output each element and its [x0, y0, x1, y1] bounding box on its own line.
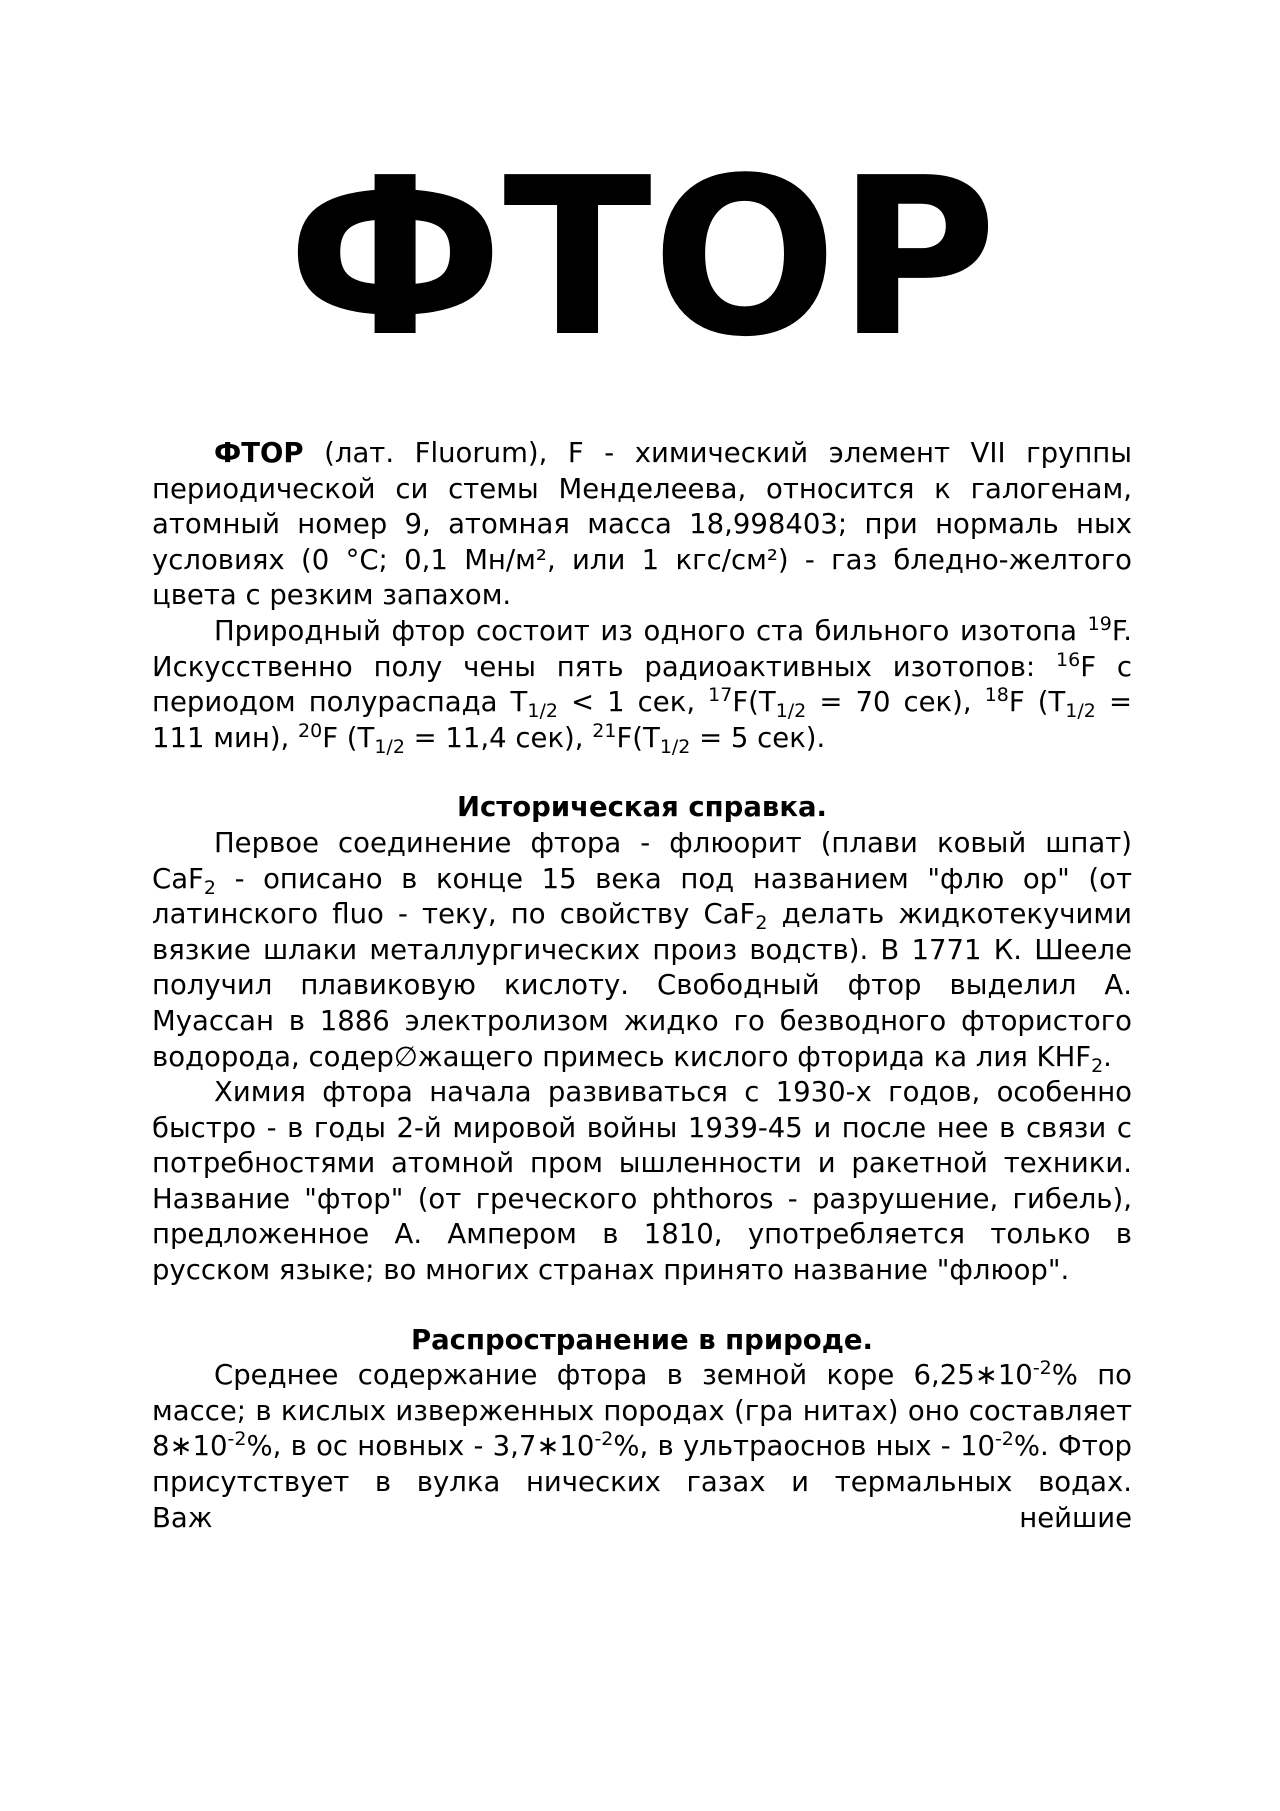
isotope-mass-number: 17 — [708, 684, 733, 707]
isotope-mass-number: 16 — [1056, 648, 1081, 671]
exponent: -2 — [227, 1428, 247, 1451]
text-run: %, в ультраоснов ных - 10 — [613, 1430, 995, 1463]
section-spacer — [152, 1289, 1132, 1323]
history-heading: Историческая справка. — [456, 791, 827, 824]
isotope-mass-number: 19 — [1087, 612, 1112, 635]
text-run: F (T — [1008, 686, 1066, 719]
intro-paragraph-1-text: (лат. Fluorum), F - химический элемент VII группы периодической си стемы Менделеева, относится к галогенам, атомный номер 9, атомная масса 18,998403; при нормаль ных условиях (0 °С; 0,1 Мн/м², или 1 кгс/см²) - газ бледно-желтого цвета с резким запахом. — [152, 437, 1132, 612]
text-run: - описано в конце 15 века под названием "флю ор" (от латинского fluo - теку, по свойству CaF — [152, 862, 1132, 931]
document-page — [152, 132, 1133, 1536]
formula-subscript: 2 — [1091, 1054, 1104, 1077]
text-run: = 111 мин), — [152, 686, 1132, 754]
intro-paragraph-1 — [152, 436, 1132, 614]
text-run: делать жидкотекучими вязкие шлаки металлургических произ водств). В 1771 К. Шееле получил плавиковую кислоту. Свободный фтор выделил А. Муассан в 1886 электролизом жидко го безводного фтористого водорода, содер∅жащего примесь кислого фторида ка лия KHF — [152, 898, 1132, 1073]
text-run: F (T — [322, 721, 375, 754]
intro-paragraph-2 — [152, 614, 1132, 756]
text-run: F с периодом полураспада T — [152, 650, 1132, 719]
formula-subscript: 2 — [755, 912, 768, 935]
nature-heading: Распространение в природе. — [410, 1323, 874, 1356]
text-run: Среднее содержание фтора в земной коре 6,25∗10 — [214, 1359, 1033, 1392]
text-run: = 70 сек), — [806, 686, 985, 719]
section-spacer — [152, 756, 1132, 790]
exponent: -2 — [1032, 1357, 1052, 1380]
history-paragraph-2: Химия фтора начала развиваться с 1930-х годов, особенно быстро - в годы 2-й мировой войны 1939-45 и после нее в связи с потребностями атомной пром ышленности и ракетной техники. Название "фтор" (от греческого phthoros - разрушение, гибель), предложенное А. Ампером в 1810, употребляется только в русском языке; во многих странах принято название "флюор". — [152, 1076, 1132, 1287]
isotope-mass-number: 21 — [592, 719, 617, 742]
exponent: -2 — [994, 1428, 1014, 1451]
text-run: F(T — [616, 721, 660, 754]
text-run: < 1 сек, — [557, 686, 709, 719]
isotope-mass-number: 18 — [984, 684, 1009, 707]
text-run: = 11,4 сек), — [404, 721, 593, 754]
text-run: % по массе; в кислых изверженных породах (гра нитах) оно составляет 8∗10 — [152, 1359, 1132, 1463]
text-run: . — [1103, 1040, 1112, 1073]
text-run: Природный фтор состоит из одного ста бильного изотопа — [214, 614, 1088, 647]
half-life-subscript: 1/2 — [775, 700, 807, 723]
text-run: = 5 сек). — [690, 721, 826, 754]
half-life-subscript: 1/2 — [527, 700, 558, 723]
half-life-subscript: 1/2 — [1065, 700, 1096, 723]
element-name: ФТОР — [214, 437, 304, 469]
exponent: -2 — [594, 1428, 614, 1451]
isotope-mass-number: 20 — [298, 719, 323, 742]
history-paragraph-1 — [152, 826, 1132, 1075]
nature-paragraph-1 — [152, 1358, 1132, 1536]
text-run: %, в ос новных - 3,7∗10 — [246, 1430, 595, 1463]
half-life-subscript: 1/2 — [374, 735, 405, 758]
formula-subscript: 2 — [203, 876, 216, 899]
text-run: F(T — [732, 686, 776, 719]
text-run: Первое соединение фтора - флюорит (плави ковый шпат) CaF — [152, 826, 1132, 895]
half-life-subscript: 1/2 — [659, 735, 691, 758]
text-run: F. Искусственно полу чены пять радиоактивных изотопов: — [152, 614, 1132, 683]
text-run: %. Фтор присутствует в вулка нических газах и термальных водах. Важ нейшие — [152, 1430, 1133, 1534]
document-title: ФТОР — [287, 132, 997, 385]
